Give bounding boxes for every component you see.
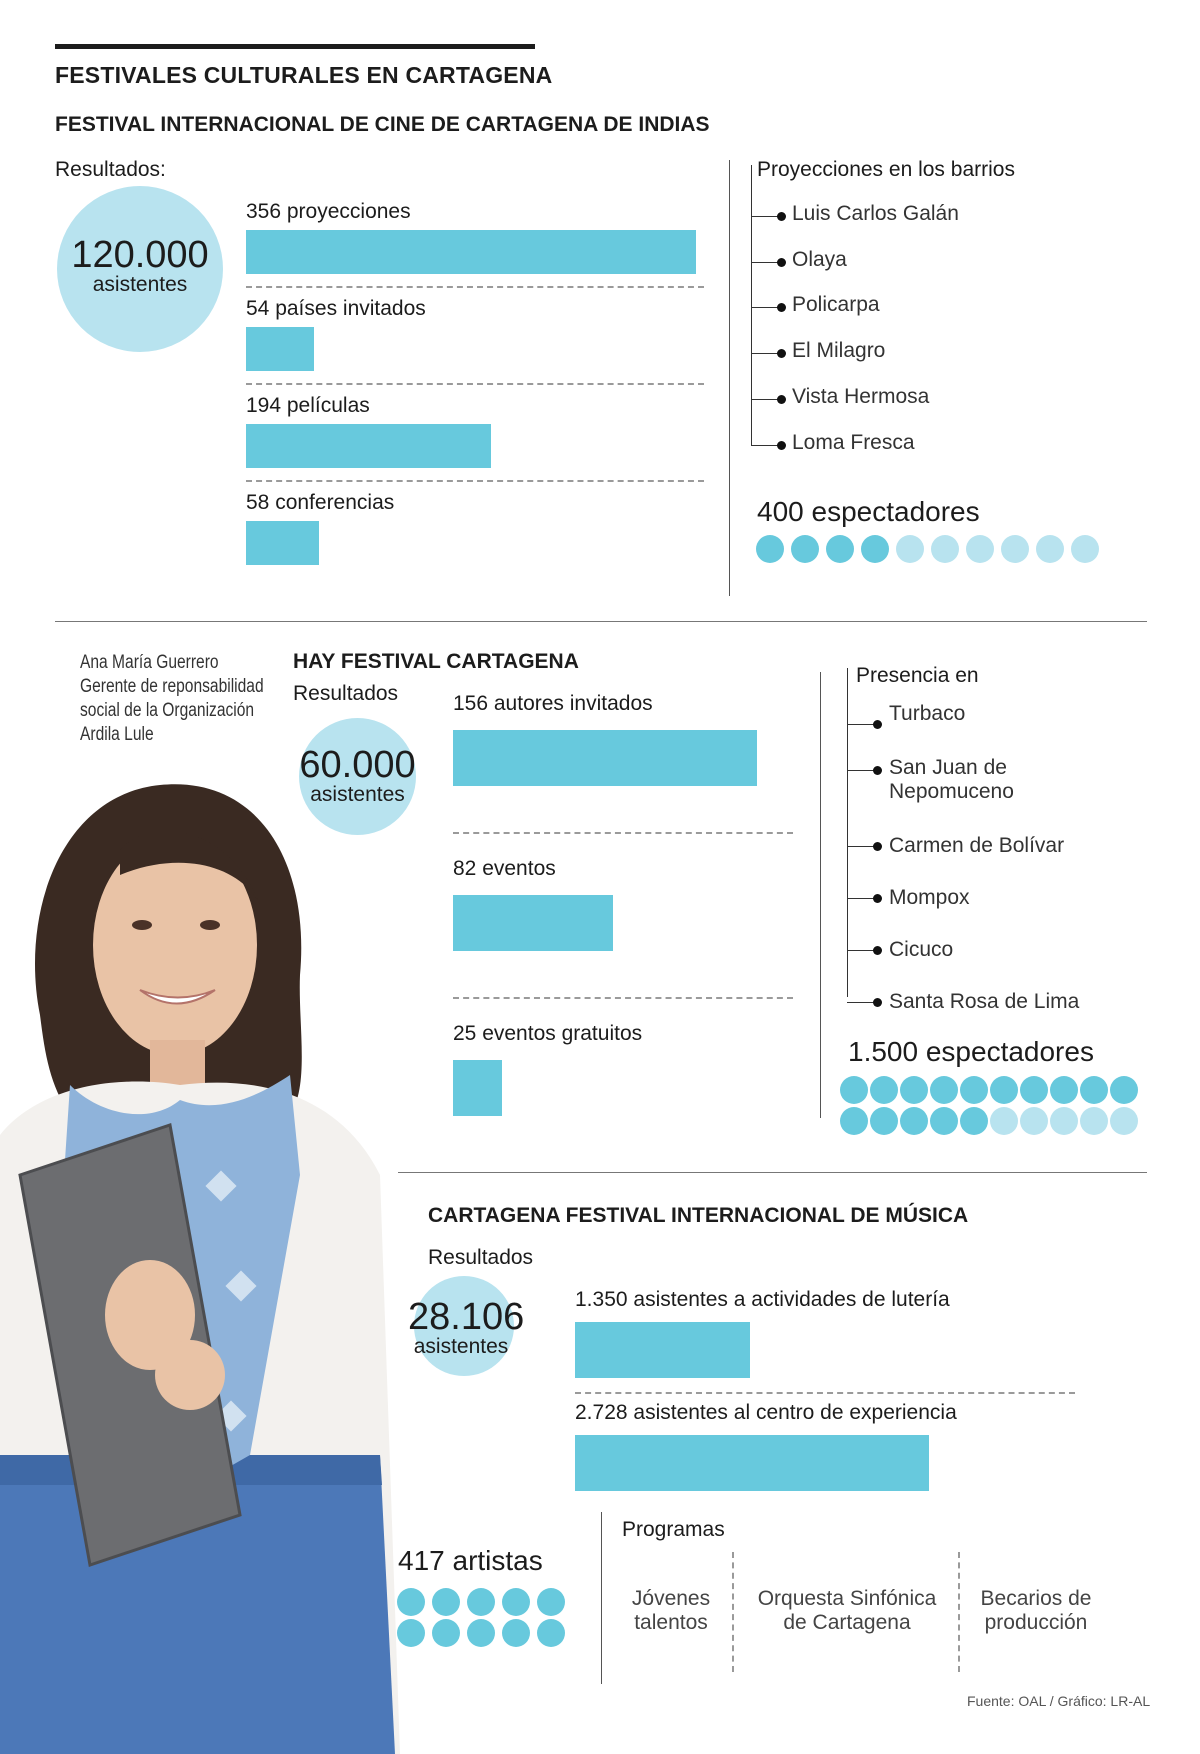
spectator-dot [1110, 1076, 1138, 1104]
bar-label: 2.728 asistentes al centro de experiencia [575, 1401, 957, 1424]
hay-spectator-dots [840, 1076, 1140, 1140]
bar-separator [453, 832, 793, 834]
spectator-dot [900, 1107, 928, 1135]
bar-label: 194 películas [246, 394, 370, 417]
program-separator [958, 1552, 960, 1672]
artists-label: 417 artistas [398, 1545, 543, 1576]
bar [575, 1322, 750, 1378]
spectator-dot [537, 1588, 565, 1616]
section-divider-2 [398, 1172, 1147, 1173]
spectator-dot [502, 1588, 530, 1616]
spectator-dot [861, 535, 889, 563]
person-role: Gerente de reponsabilidad social de la Organización Ardila Lule [80, 676, 264, 745]
music-results-label: Resultados [428, 1246, 534, 1269]
hay-results-label: Resultados [293, 682, 399, 705]
hay-attendees-value: 60.000 [299, 744, 416, 786]
programs-divider [601, 1512, 602, 1684]
spectator-dot [900, 1076, 928, 1104]
person-photo [0, 755, 410, 1754]
program-item: Becarios de producción [980, 1587, 1092, 1634]
bar-label: 1.350 asistentes a actividades de lutería [575, 1288, 950, 1311]
bar [246, 424, 491, 468]
artist-dots [397, 1588, 577, 1652]
bar-separator [575, 1392, 1075, 1394]
bar [246, 327, 314, 371]
neighborhoods-title: Proyecciones en los barrios [757, 158, 1015, 181]
bar-label: 58 conferencias [246, 491, 395, 514]
spectator-dot [1071, 535, 1099, 563]
film-attendees-circle [57, 186, 223, 352]
bar-separator [453, 997, 793, 999]
music-attendees-unit: asistentes [413, 1335, 509, 1358]
hay-spectators-label: 1.500 espectadores [848, 1036, 1094, 1067]
spectator-dot [870, 1076, 898, 1104]
spectator-dot [1080, 1107, 1108, 1135]
film-bar-chart [246, 200, 706, 580]
bar-label: 82 eventos [453, 857, 556, 880]
spectator-dot [990, 1107, 1018, 1135]
spectator-dot [1001, 535, 1029, 563]
spectator-dot [1036, 535, 1064, 563]
spectator-dot [990, 1076, 1018, 1104]
source-note: Fuente: OAL / Gráfico: LR-AL [967, 1693, 1151, 1709]
hay-attendees-unit: asistentes [310, 783, 405, 806]
film-attendees-value: 120.000 [71, 234, 209, 276]
spectator-dot [1050, 1107, 1078, 1135]
bar-separator [246, 286, 704, 288]
bar-label: 156 autores invitados [453, 692, 653, 715]
film-spectator-dots [756, 535, 1116, 565]
spectator-dot [467, 1588, 495, 1616]
spectator-dot [756, 535, 784, 563]
spectator-dot [502, 1619, 530, 1647]
bar [246, 521, 319, 565]
music-attendees-circle [408, 1276, 525, 1376]
neighborhoods-tree-line [751, 165, 752, 446]
spectator-dot [467, 1619, 495, 1647]
section-divider-1 [55, 621, 1147, 622]
spectator-dot [840, 1076, 868, 1104]
bar-label: 356 proyecciones [246, 200, 411, 223]
presence-title: Presencia en [856, 664, 979, 687]
spectator-dot [397, 1619, 425, 1647]
hay-festival-title: HAY FESTIVAL CARTAGENA [293, 650, 579, 673]
spectator-dot [966, 535, 994, 563]
program-item: Orquesta Sinfónica de Cartagena [757, 1587, 937, 1634]
spectator-dot [840, 1107, 868, 1135]
person-name: Ana María Guerrero [80, 652, 219, 673]
bar-separator [246, 480, 704, 482]
spectator-dot [1080, 1076, 1108, 1104]
hay-divider [820, 672, 821, 1118]
spectator-dot [537, 1619, 565, 1647]
music-festival-title: CARTAGENA FESTIVAL INTERNACIONAL DE MÚSICA [428, 1204, 969, 1227]
spectator-dot [870, 1107, 898, 1135]
film-festival-title: FESTIVAL INTERNACIONAL DE CINE DE CARTAGENA DE INDIAS [55, 113, 710, 136]
spectator-dot [960, 1107, 988, 1135]
spectator-dot [931, 535, 959, 563]
bar [453, 1060, 502, 1116]
hay-bar-chart [453, 692, 793, 1122]
bar-separator [246, 383, 704, 385]
presence-tree-line [847, 668, 848, 997]
spectator-dot [826, 535, 854, 563]
film-divider [729, 160, 730, 596]
spectator-dot [432, 1619, 460, 1647]
spectator-dot [930, 1107, 958, 1135]
hay-attendees-circle [299, 718, 416, 835]
bar [453, 730, 757, 786]
bar-label: 54 países invitados [246, 297, 426, 320]
bar [246, 230, 696, 274]
page-title: FESTIVALES CULTURALES EN CARTAGENA [55, 62, 553, 88]
bar-label: 25 eventos gratuitos [453, 1022, 643, 1045]
spectator-dot [930, 1076, 958, 1104]
spectator-dot [896, 535, 924, 563]
program-item: Jóvenes talentos [631, 1587, 711, 1634]
title-rule [55, 44, 535, 49]
program-separator [732, 1552, 734, 1672]
film-attendees-unit: asistentes [92, 273, 188, 296]
spectator-dot [1050, 1076, 1078, 1104]
film-results-label: Resultados: [55, 158, 166, 181]
spectator-dot [1020, 1107, 1048, 1135]
bar [575, 1435, 929, 1491]
spectator-dot [432, 1588, 460, 1616]
music-attendees-value: 28.106 [408, 1296, 525, 1338]
spectator-dot [791, 535, 819, 563]
programs-title: Programas [622, 1518, 725, 1541]
film-spectators-label: 400 espectadores [757, 496, 980, 527]
spectator-dot [960, 1076, 988, 1104]
bar [453, 895, 613, 951]
spectator-dot [1020, 1076, 1048, 1104]
spectator-dot [397, 1588, 425, 1616]
spectator-dot [1110, 1107, 1138, 1135]
music-bar-chart [575, 1288, 1075, 1508]
